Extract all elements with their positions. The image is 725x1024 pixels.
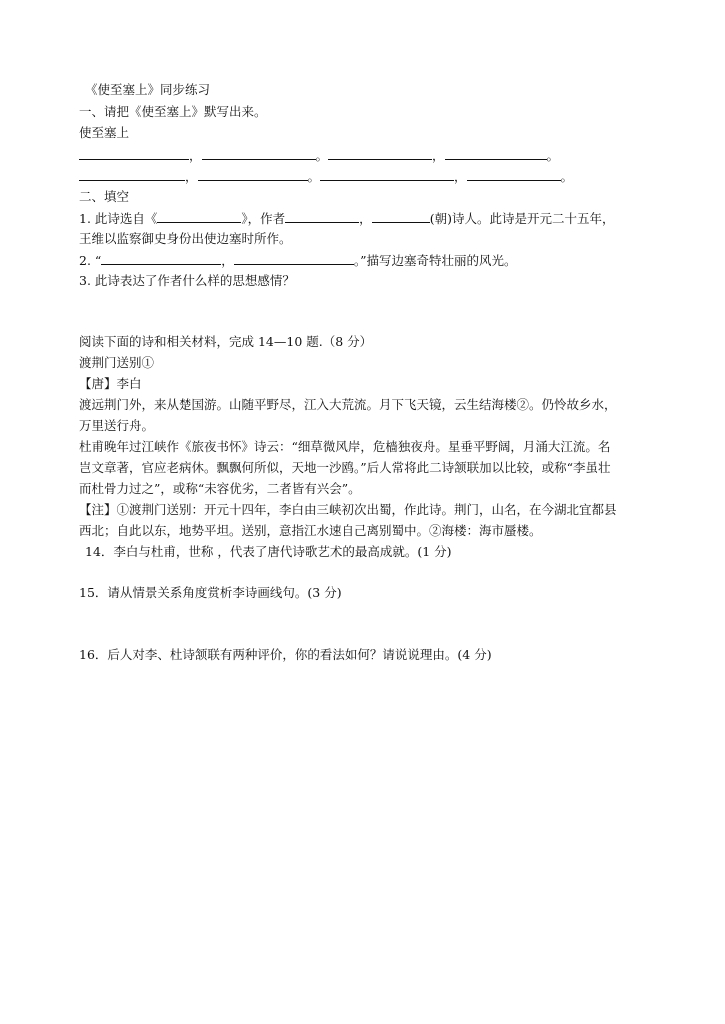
dictation-row-2: ， 。 ， 。 — [79, 168, 573, 185]
q2-text-c: 。”描写边塞奇特壮丽的风光。 — [353, 253, 517, 268]
reading-intro: 阅读下面的诗和相关材料，完成 14—10 题.（8 分） — [79, 334, 373, 349]
question-1 — [79, 210, 614, 227]
blank[interactable] — [101, 252, 221, 265]
blank[interactable] — [320, 168, 454, 181]
document-title: 《使至塞上》同步练习 — [85, 82, 211, 97]
reading-poem-line-2: 万里送行舟。 — [79, 418, 155, 433]
blank[interactable] — [79, 168, 185, 181]
section2-heading: 二、填空 — [79, 189, 130, 204]
q2-text-a: 2. “ — [79, 253, 102, 268]
blank[interactable] — [157, 210, 241, 223]
question-16: 16．后人对李、杜诗颔联有两种评价，你的看法如何？请说说理由。(4 分) — [79, 647, 492, 662]
blank[interactable] — [234, 252, 354, 265]
reading-material-line-2: 岂文章著，官应老病休。飘飘何所似，天地一沙鸥。”后人常将此二诗颔联加以比较，或称“李虽壮 — [79, 460, 611, 475]
section1-heading: 一、请把《使至塞上》默写出来。 — [79, 104, 267, 119]
q1-text-b: 》，作者 — [241, 211, 286, 226]
blank[interactable] — [328, 147, 432, 160]
blank[interactable] — [467, 168, 561, 181]
blank[interactable] — [198, 168, 308, 181]
question-14: 14．李白与杜甫，世称 ，代表了唐代诗歌艺术的最高成就。(1 分) — [85, 544, 452, 559]
reading-material-line-3: 而杜骨力过之”，或称“未容优劣，二者皆有兴会”。 — [79, 481, 361, 496]
blank[interactable] — [372, 210, 430, 223]
q2-text-b: ， — [221, 253, 234, 268]
question-2 — [79, 252, 516, 269]
reading-material-line-1: 杜甫晚年过江峡作《旅夜书怀》诗云：“细草微风岸，危樯独夜舟。星垂平野阔，月涌大江流。名 — [79, 439, 611, 454]
blank[interactable] — [445, 147, 547, 160]
reading-poem-line-1: 渡远荆门外，来从楚国游。山随平野尽，江入大荒流。月下飞天镜，云生结海楼②。仍怜故乡水， — [79, 397, 617, 412]
blank[interactable] — [285, 210, 359, 223]
reading-poem-title: 渡荆门送别① — [79, 355, 155, 370]
reading-note-line-1: 【注】①渡荆门送别：开元十四年，李白由三峡初次出蜀，作此诗。荆门，山名，在今湖北宜都县 — [79, 502, 617, 517]
question-3: 3. 此诗表达了作者什么样的思想感情？ — [79, 273, 295, 288]
question-1-line2: 王维以监察御史身份出使边塞时所作。 — [79, 231, 292, 246]
q1-text-c: ， — [359, 211, 372, 226]
dictation-row-1: ， 。 ， 。 — [79, 147, 559, 164]
reading-author: 【唐】李白 — [79, 376, 142, 391]
blank[interactable] — [79, 147, 189, 160]
q1-text-a: 1. 此诗选自《 — [79, 211, 158, 226]
question-15: 15．请从情景关系角度赏析李诗画线句。(3 分) — [79, 585, 342, 600]
q1-text-d: (朝)诗人。此诗是开元二十五年， — [429, 211, 615, 226]
blank[interactable] — [202, 147, 316, 160]
reading-note-line-2: 西北；自此以东，地势平坦。送别，意指江水速自己离别蜀中。②海楼：海市蜃楼。 — [79, 523, 542, 538]
section1-poem-title: 使至塞上 — [79, 125, 130, 140]
